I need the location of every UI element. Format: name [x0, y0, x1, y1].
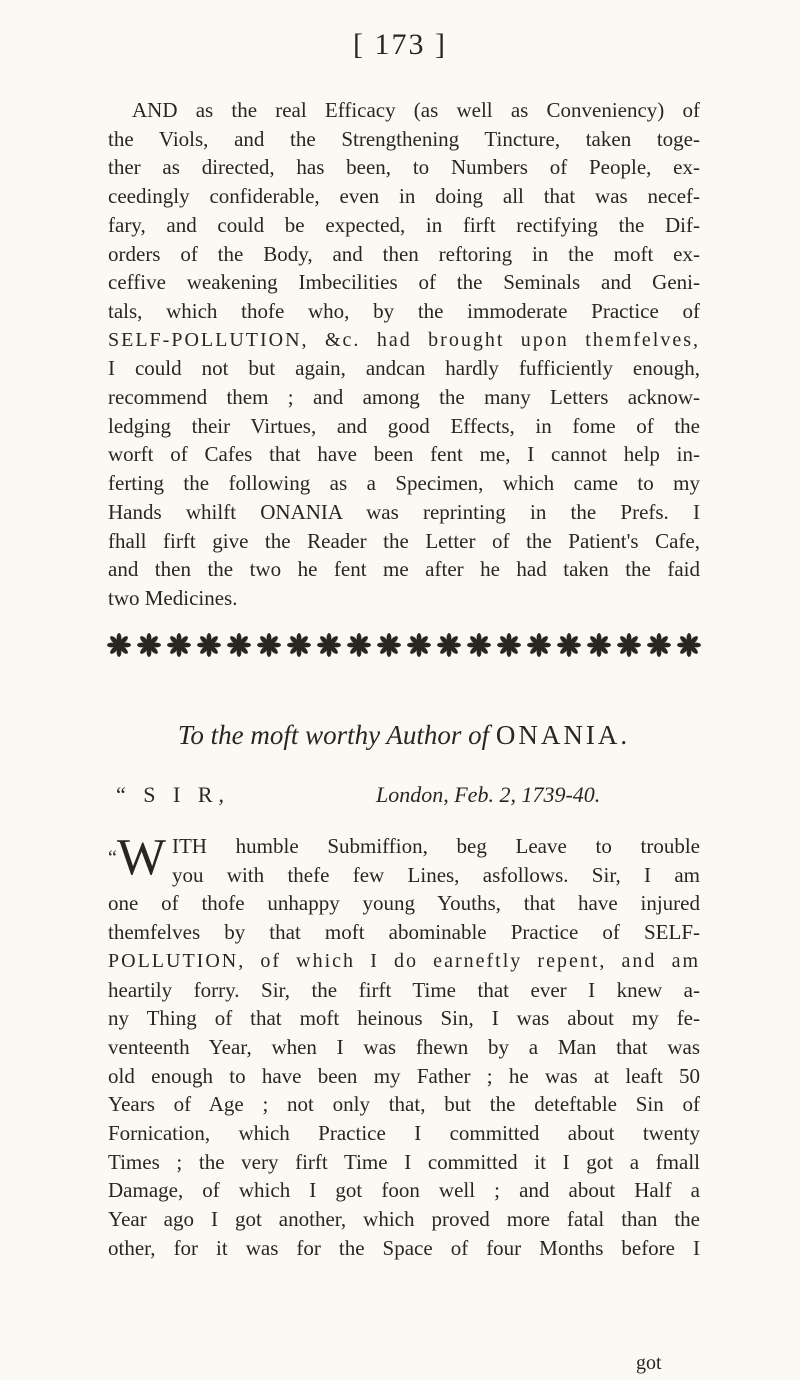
drop-cap — [108, 829, 166, 886]
drop-cap-letter: W — [116, 829, 166, 886]
text-line: tals, which thofe who, by the immoderate Practice of — [108, 298, 700, 323]
text-line: ny Thing of that moft heinous Sin, I was about my fe- — [108, 1006, 700, 1031]
text-line: POLLUTION, of which I do earneftly repent, and am — [108, 949, 700, 972]
fleuron — [107, 633, 131, 657]
fleuron — [617, 633, 641, 657]
catchword: got — [636, 1352, 662, 1374]
text-line: themfelves by that moft abominable Practice of SELF- — [108, 920, 700, 945]
text-line: recommend them ; and among the many Letters acknow- — [108, 385, 700, 410]
fleuron — [197, 633, 221, 657]
fleuron — [527, 633, 551, 657]
text-line: fhall firft give the Reader the Letter of the Patient's Cafe, — [108, 528, 700, 553]
salutation: “ S I R, — [116, 782, 230, 807]
text-line: Fornication, which Practice I committed about twenty — [108, 1121, 700, 1146]
text-line: Damage, of which I got foon well ; and about Half a — [108, 1178, 700, 1203]
fleuron — [467, 633, 491, 657]
fleuron — [167, 633, 191, 657]
ornamental-rule — [104, 628, 704, 662]
text-line: you with thefe few Lines, asfollows. Sir, I am — [171, 862, 700, 887]
fleuron — [257, 633, 281, 657]
intro-paragraph — [108, 96, 700, 613]
fleuron — [587, 633, 611, 657]
text-line: ther as directed, has been, to Numbers of People, ex- — [108, 155, 700, 180]
heading-text: To the moft worthy Author of — [177, 720, 490, 750]
text-line: orders of the Body, and then reftoring in the moft ex- — [108, 241, 700, 266]
fleuron — [377, 633, 401, 657]
place-date: London, Feb. 2, 1739-40. — [376, 782, 601, 807]
text-line: ceffive weakening Imbecilities of the Seminals and Geni- — [108, 270, 700, 295]
text-line: fary, and could be expected, in firft rectifying the Dif- — [108, 212, 700, 237]
letter-body — [108, 829, 700, 1263]
text-line: ledging their Virtues, and good Effects, in fome of the — [108, 413, 700, 438]
text-line: the Viols, and the Strengthening Tincture, taken toge- — [108, 126, 700, 151]
text-line: Year ago I got another, which proved more fatal than the — [108, 1207, 700, 1232]
text-line: ceedingly confiderable, even in doing all that was necef- — [108, 184, 700, 209]
page-number: [ 173 ] — [353, 28, 447, 61]
open-quote: “ — [108, 847, 117, 869]
fleuron — [437, 633, 461, 657]
text-line: other, for it was for the Space of four Months before I — [108, 1235, 700, 1260]
text-line: SELF-POLLUTION, &c. had brought upon themfelves, — [108, 328, 700, 351]
text-line: Years of Age ; not only that, but the deteftable Sin of — [108, 1092, 700, 1117]
text-line: Hands whilft ONANIA was reprinting in the Prefs. I — [108, 499, 700, 524]
text-line: ITH humble Submiffion, beg Leave to trouble — [171, 834, 700, 858]
text-line: one of thofe unhappy young Youths, that have injured — [108, 891, 700, 916]
fleuron — [227, 633, 251, 657]
text-line: heartily forry. Sir, the firft Time that ever I knew a- — [108, 977, 700, 1002]
salutation-line — [108, 782, 700, 808]
fleuron — [137, 633, 161, 657]
text-line: ferting the following as a Specimen, which came to my — [108, 471, 700, 496]
fleuron — [317, 633, 341, 657]
text-line: two Medicines. — [108, 585, 238, 610]
fleuron — [407, 633, 431, 657]
text-line: worft of Cafes that have been fent me, I cannot help in- — [108, 442, 700, 467]
text-line: venteenth Year, when I was fhewn by a Man that was — [108, 1034, 700, 1059]
letter-heading — [108, 720, 700, 751]
text-line: AND as the real Efficacy (as well as Conveniency) of — [132, 98, 700, 122]
fleuron — [677, 633, 701, 657]
fleuron — [347, 633, 371, 657]
text-line: I could not but again, andcan hardly fufficiently enough, — [108, 356, 700, 381]
text-line: old enough to have been my Father ; he was at leaft 50 — [108, 1063, 700, 1088]
fleuron — [287, 633, 311, 657]
fleuron — [497, 633, 521, 657]
fleuron — [647, 633, 671, 657]
heading-title: ONANIA. — [495, 720, 631, 750]
text-line: Times ; the very firft Time I committed it I got a fmall — [108, 1149, 700, 1174]
text-line: and then the two he fent me after he had taken the faid — [108, 557, 700, 582]
fleuron — [557, 633, 581, 657]
